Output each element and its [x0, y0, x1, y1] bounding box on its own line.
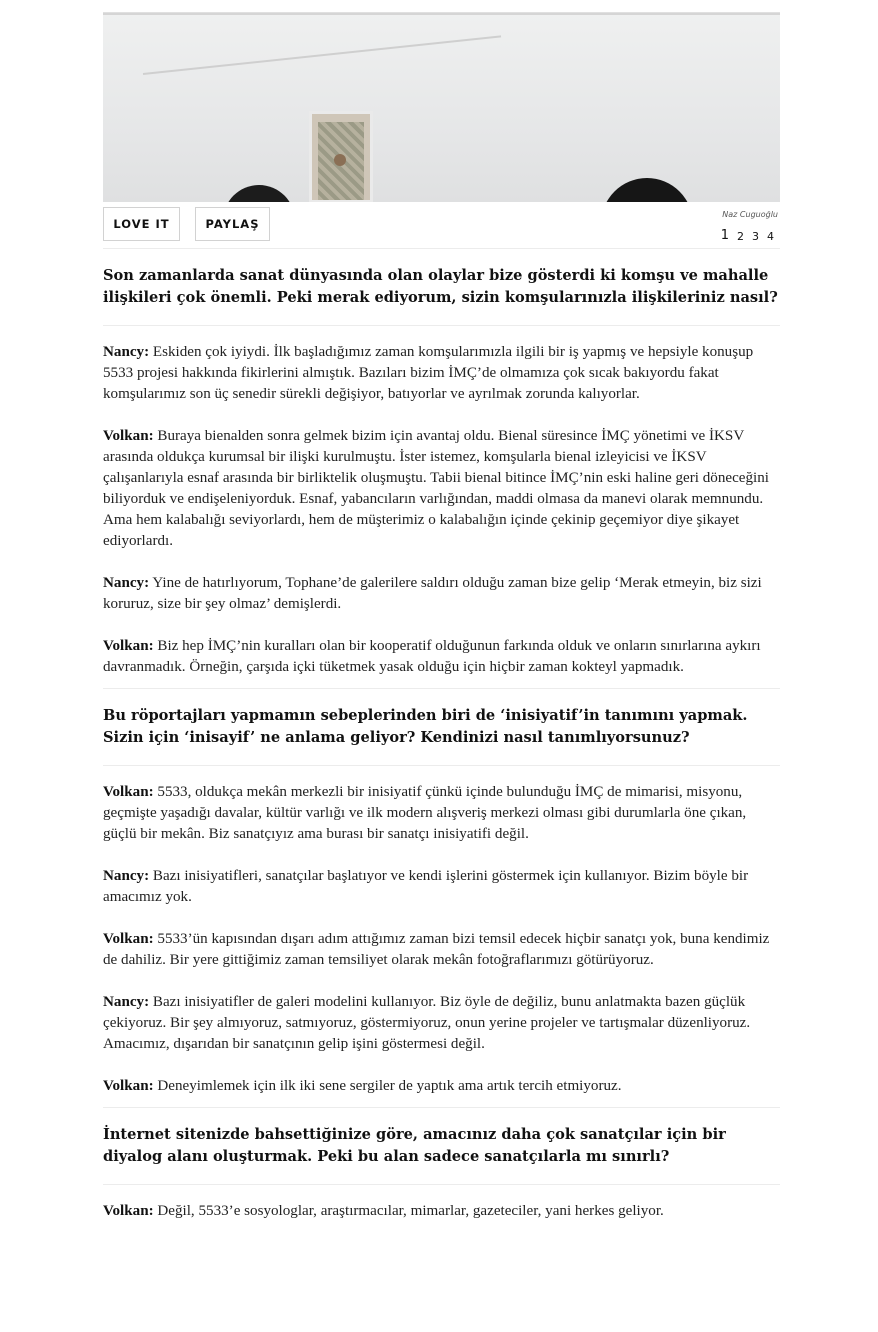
answer-text: 5533, oldukça mekân merkezli bir inisiyatif çünkü içinde bulunduğu İMÇ de mimarisi, misyonu, geçmişte yaşadığı davalar, kültür varlığı ve ilk modern alışveriş merkezi olması gibi durumlarla öne çıkan, güçlü bir mekân. Biz sanatçıyız ama burası bir sanatçı inisiyatifi değil.	[103, 784, 747, 842]
speaker-name: Volkan:	[103, 784, 154, 800]
interview-question: Son zamanlarda sanat dünyasında olan olaylar bize gösterdi ki komşu ve mahalle ilişkileri çok önemli. Peki merak ediyorum, sizin komşularınızla ilişkileriniz nasıl?	[103, 249, 780, 326]
pager-item[interactable]: 3	[752, 230, 759, 243]
article	[103, 0, 780, 1232]
answer-text: Bazı inisiyatifleri, sanatçılar başlatıyor ve kendi işlerini göstermek için kullanıyor. Bizim böyle bir amacımız yok.	[103, 868, 749, 905]
pager-item[interactable]: 1	[720, 228, 729, 243]
answer	[103, 426, 780, 552]
love-it-button[interactable]: LOVE IT	[103, 207, 180, 241]
answer	[103, 573, 780, 615]
speaker-name: Nancy:	[103, 994, 150, 1010]
answer-text: Bazı inisiyatifler de galeri modelini kullanıyor. Biz öyle de değiliz, bunu anlatmakta bazen güçlük çekiyoruz. Bir şey almıyoruz, satmıyoruz, göstermiyoruz, onun yerine projeler ve tartışmalar düzenliyoruz. Amacımız, dışarıdan bir sanatçının gelip işini göstermesi değil.	[103, 994, 751, 1052]
answer	[103, 342, 780, 405]
visitor-head-left	[223, 185, 295, 202]
speaker-name: Nancy:	[103, 575, 150, 591]
answer-group	[103, 1185, 780, 1232]
stained-glass-window	[309, 111, 373, 202]
answer-text: Yine de hatırlıyorum, Tophane’de galerilere saldırı olduğu zaman bize gelip ‘Merak etmeyin, biz sizi koruruz, size bir şey olmaz’ demişlerdi.	[103, 575, 762, 612]
answer	[103, 929, 780, 971]
speaker-name: Volkan:	[103, 638, 154, 654]
window-ornament	[334, 154, 346, 166]
photo-credit: Naz Cuguoğlu	[722, 210, 778, 219]
answer-text: 5533’ün kapısından dışarı adım attığımız zaman bizi temsil edecek hiçbir sanatçı yok, buna kendimiz de dahiliz. Bir yere gittiğimiz zaman temsiliyet olarak mekân fotoğraflarımızı götürüyoruz.	[103, 931, 770, 968]
photo-rail	[143, 35, 501, 75]
speaker-name: Nancy:	[103, 344, 150, 360]
answer	[103, 1201, 780, 1222]
speaker-name: Volkan:	[103, 1078, 154, 1094]
answer-text: Biz hep İMÇ’nin kuralları olan bir kooperatif olduğunun farkında olduk ve onların sınırlarına aykırı davranmadık. Örneğin, çarşıda içki tüketmek yasak olduğu için hiçbir zaman kokteyl yapmadık.	[103, 638, 761, 675]
answer	[103, 866, 780, 908]
speaker-name: Nancy:	[103, 868, 150, 884]
photo-ceiling	[103, 13, 780, 15]
pager-item[interactable]: 4	[767, 230, 774, 243]
answer-text: Değil, 5533’e sosyologlar, araştırmacılar, mimarlar, gazeteciler, yani herkes geliyor.	[153, 1203, 664, 1219]
gallery-photo	[103, 12, 780, 202]
answer	[103, 992, 780, 1055]
speaker-name: Volkan:	[103, 1203, 154, 1219]
speaker-name: Volkan:	[103, 931, 154, 947]
answer	[103, 636, 780, 678]
answer-text: Deneyimlemek için ilk iki sene sergiler de yaptık ama artık tercih etmiyoruz.	[153, 1078, 622, 1094]
photo-toolbar	[103, 202, 780, 249]
answer	[103, 782, 780, 845]
answer	[103, 1076, 780, 1097]
pager-item[interactable]: 2	[737, 230, 744, 243]
visitor-head-right	[601, 178, 693, 202]
answer-group	[103, 326, 780, 689]
speaker-name: Volkan:	[103, 428, 154, 444]
answer-group	[103, 766, 780, 1108]
photo-pager	[721, 230, 774, 243]
answer-text: Eskiden çok iyiydi. İlk başladığımız zaman komşularımızla ilgili bir iş yapmış ve hepsiyle konuşup 5533 projesi hakkında fikirlerini almıştık. Bazıları bizim İMÇ’de olmamıza çok sıcak bakıyordu fakat komşularımız son üç senedir sürekli değişiyor, batıyorlar ve ayrılmak zorunda kalıyorlar.	[103, 344, 754, 402]
answer-text: Buraya bienalden sonra gelmek bizim için avantaj oldu. Bienal süresince İMÇ yönetimi ve İKSV arasında oldukça kurumsal bir ilişki kurulmuştu. İster istemez, komşularla bienal izleyicisi ve İKSV çalışanlarıyla esnaf arasında bir birliktelik oluşmuştu. Tabii bienal bitince İMÇ’nin eski haline geri döneceğini biliyorduk ve endişeleniyorduk. Esnaf, yabancıların varlığından, maddi olmasa da manevi olarak memnundu. Ama hem kalabalığı seviyorlardı, hem de müşterimiz o kalabalığın içinde çekinip geçemiyor diye şikayet ediyorlardı.	[103, 428, 769, 549]
share-button[interactable]: PAYLAŞ	[195, 207, 270, 241]
interview-question: Bu röportajları yapmamın sebeplerinden biri de ‘inisiyatif’in tanımını yapmak. Sizin için ‘inisayif’ ne anlama geliyor? Kendinizi nasıl tanımlıyorsunuz?	[103, 689, 780, 766]
interview-question: İnternet sitenizde bahsettiğinize göre, amacınız daha çok sanatçılar için bir diyalog alanı oluşturmak. Peki bu alan sadece sanatçılarla mı sınırlı?	[103, 1108, 780, 1185]
